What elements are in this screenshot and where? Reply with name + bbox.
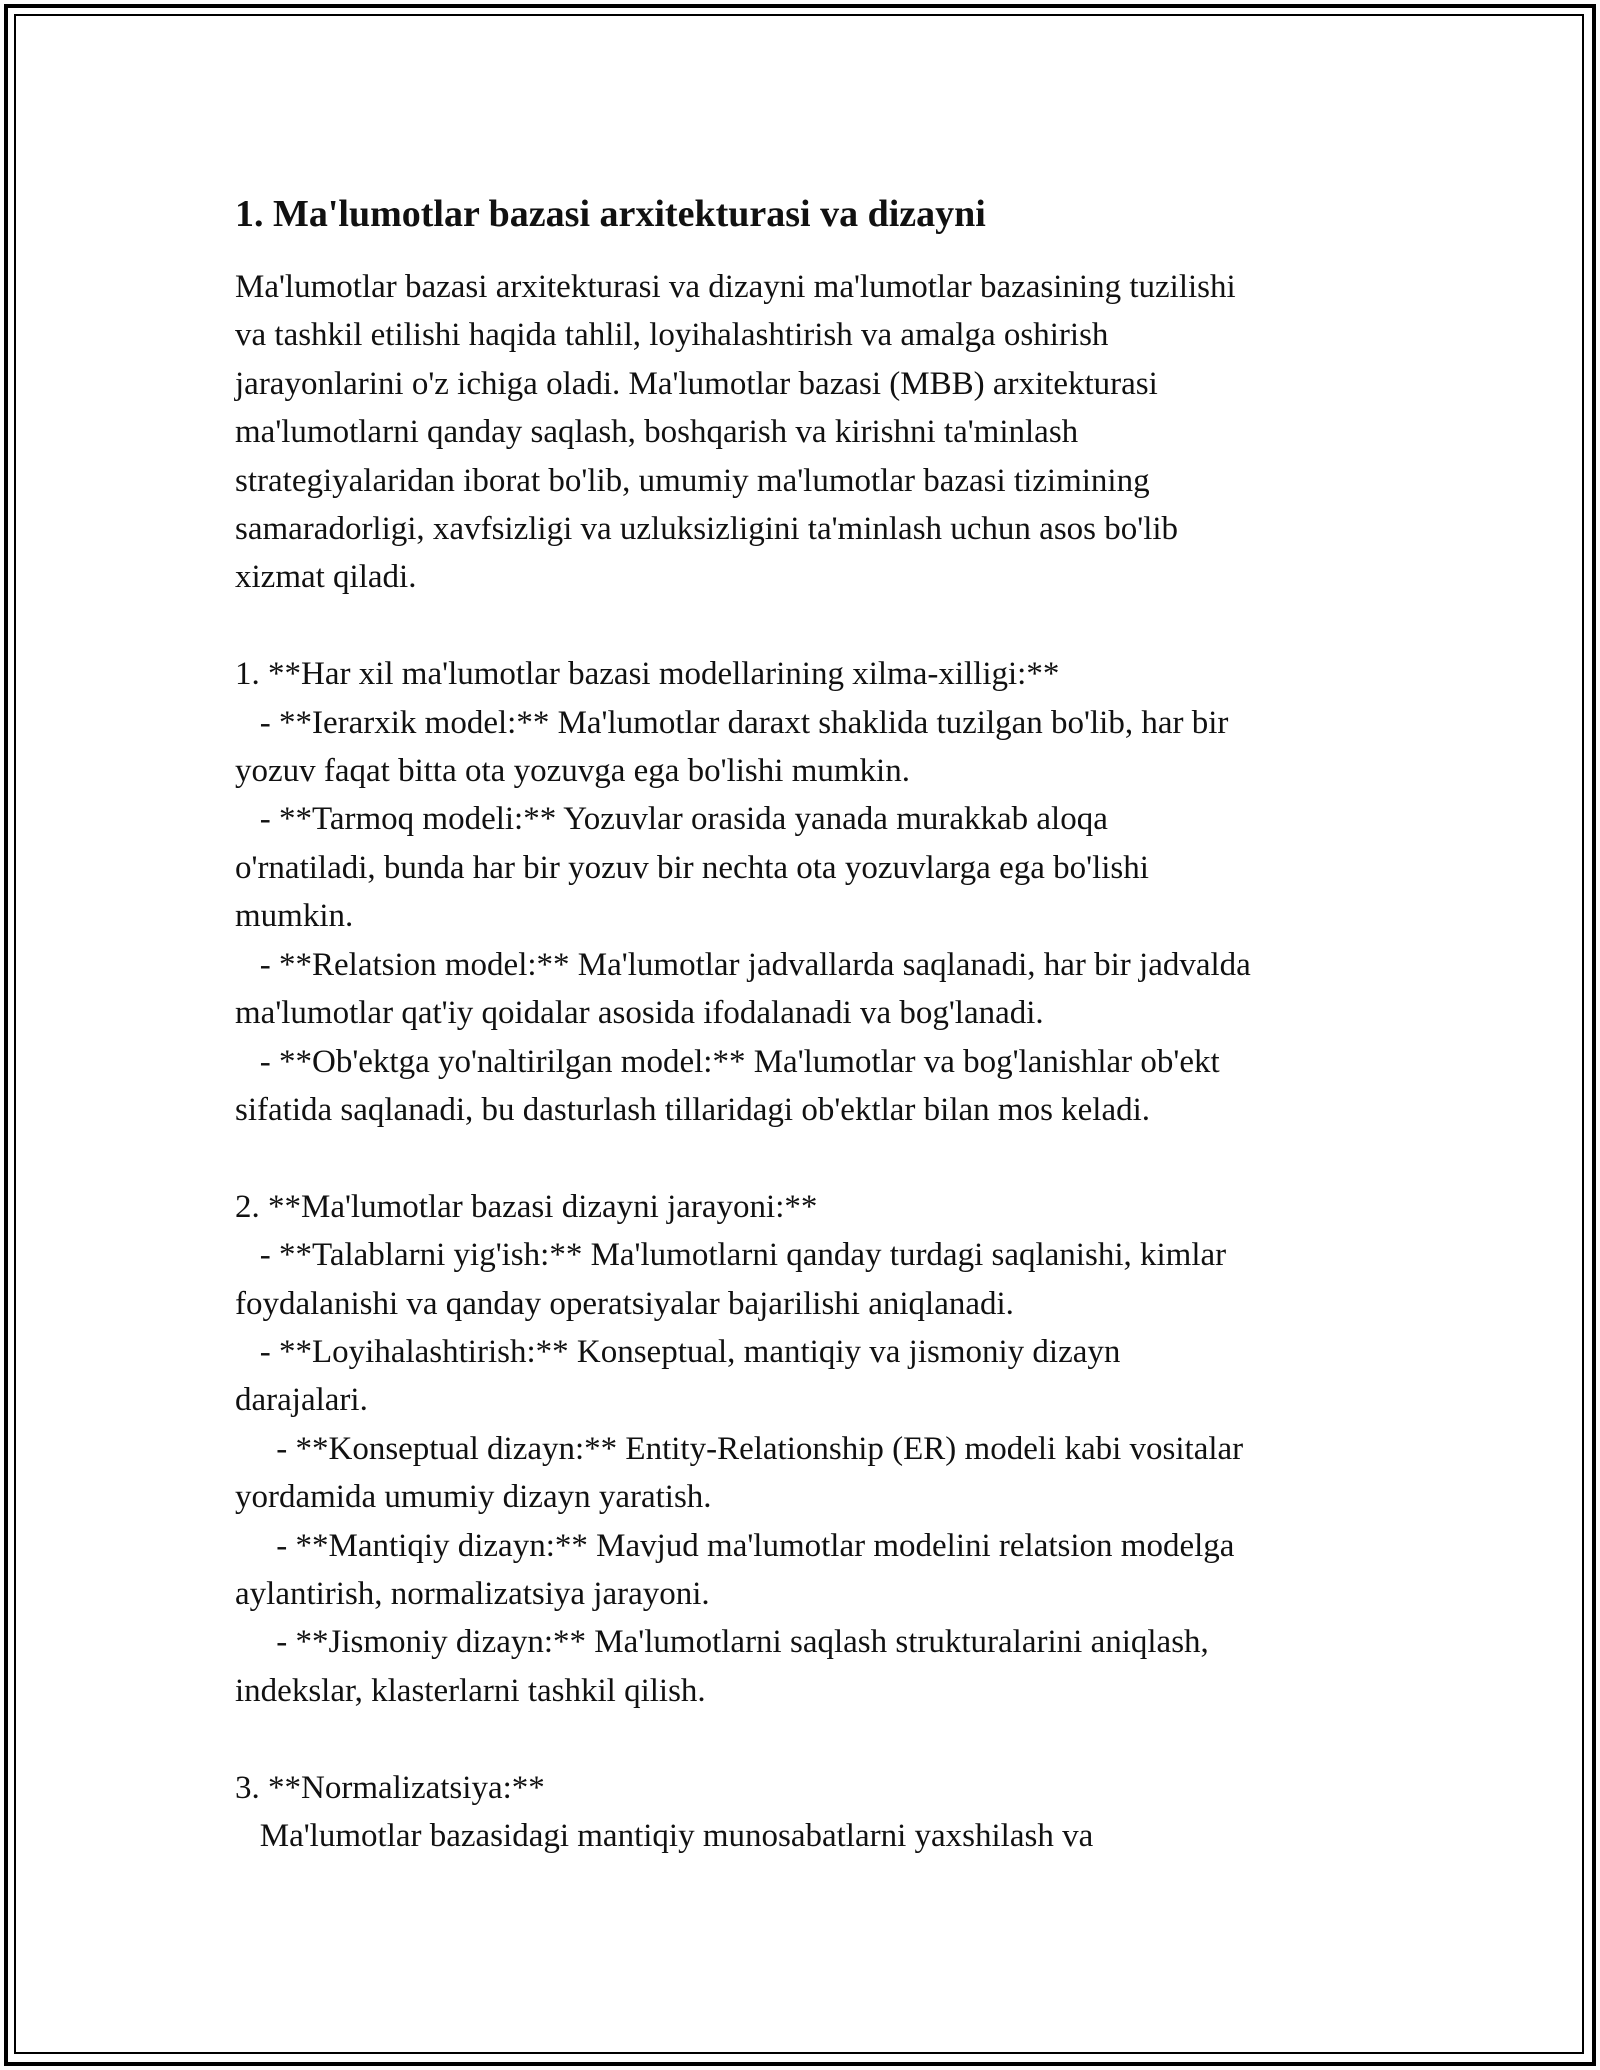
document-page (235, 190, 1380, 1860)
document-body: Ma'lumotlar bazasi arxitekturasi va dizayni ma'lumotlar bazasining tuzilishi va tashkil etilishi haqida tahlil, loyihalashtirish va amalga oshirish jarayonlarini o'z ichiga oladi. Ma'lumotlar bazasi (MBB) arxitekturasi ma'lumotlarni qanday saqlash, boshqarish va kirishni ta'minlash strategiyalaridan iborat bo'lib, umumiy ma'lumotlar bazasi tizimining samaradorligi, xavfsizligi va uzluksizligini ta'minlash uchun asos bo'lib xizmat qiladi. 1. **Har xil ma'lumotlar bazasi modellarining xilma-xilligi:** - **Ierarxik model:** Ma'lumotlar daraxt shaklida tuzilgan bo'lib, har bir yozuv faqat bitta ota yozuvga ega bo'lishi mumkin. - **Tarmoq modeli:** Yozuvlar orasida yanada murakkab aloqa o'rnatiladi, bunda har bir yozuv bir nechta ota yozuvlarga ega bo'lishi mumkin. - **Relatsion model:** Ma'lumotlar jadvallarda saqlanadi, har bir jadvalda ma'lumotlar qat'iy qoidalar asosida ifodalanadi va bog'lanadi. - **Ob'ektga yo'naltirilgan model:** Ma'lumotlar va bog'lanishlar ob'ekt sifatida saqlanadi, bu dasturlash tillaridagi ob'ektlar bilan mos keladi. 2. **Ma'lumotlar bazasi dizayni jarayoni:** - **Talablarni yig'ish:** Ma'lumotlarni qanday turdagi saqlanishi, kimlar foydalanishi va qanday operatsiyalar bajarilishi aniqlanadi. - **Loyihalashtirish:** Konseptual, mantiqiy va jismoniy dizayn darajalari. - **Konseptual dizayn:** Entity-Relationship (ER) modeli kabi vositalar yordamida umumiy dizayn yaratish. - **Mantiqiy dizayn:** Mavjud ma'lumotlar modelini relatsion modelga aylantirish, normalizatsiya jarayoni. - **Jismoniy dizayn:** Ma'lumotlarni saqlash strukturalarini aniqlash, indekslar, klasterlarni tashkil qilish. 3. **Normalizatsiya:** Ma'lumotlar bazasidagi mantiqiy munosabatlarni yaxshilash va (235, 269, 1251, 1854)
document-title: 1. Ma'lumotlar bazasi arxitekturasi va dizayni (235, 193, 986, 235)
